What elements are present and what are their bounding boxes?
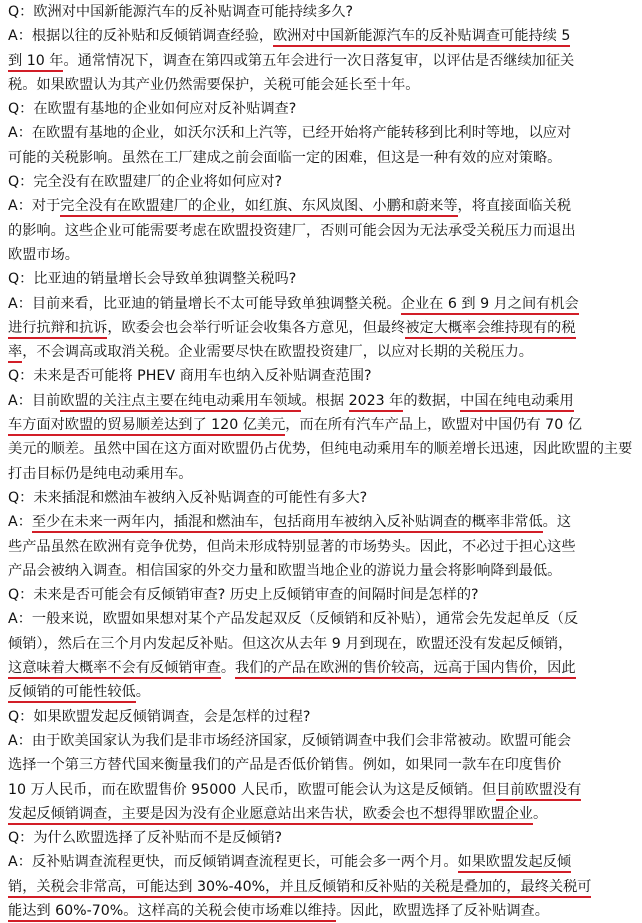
underlined-text: 反倾销的可能性较低	[8, 684, 136, 703]
text-segment: 10 万人民币，而在欧盟售价 95000 人民币，欧盟可能会认为这是反倾销。但	[8, 781, 497, 798]
text-segment: 。	[220, 660, 236, 677]
underlined-text: 进行抗辩和抗诉	[8, 320, 107, 339]
text-line	[8, 24, 634, 48]
text-line	[8, 340, 634, 364]
text-segment: 美元的顺差。虽然中国在这方面对欧盟仍占优势，但纯电动乘用车的顺差增长迅速，因此欧盟的主要	[8, 441, 633, 458]
text-segment: 。因此，欧盟选择了反补贴调查。	[336, 902, 549, 919]
underlined-text: 至少在未来一两年内，插混和燃油车，包括商用车被纳入反补贴调查的概率非常低	[32, 514, 543, 533]
underlined-text: 企业在 6 到 9 月之间有机会	[401, 296, 579, 315]
text-segment: Q：未来是否可能将 PHEV 商用车也纳入反补贴调查范围?	[8, 368, 372, 385]
text-line	[8, 583, 634, 607]
underlined-text: 中国在纯电动乘用	[460, 393, 574, 412]
underlined-text: 到 10 年	[8, 53, 63, 72]
underlined-text: 欧盟的关注点主要在纯电动乘用车领域	[60, 393, 301, 412]
text-segment: ，欧委会也会举行听证会收集各方意见，但最终	[107, 319, 406, 336]
text-line	[8, 875, 634, 899]
text-line	[8, 73, 634, 97]
text-segment: 。通常情况下，调查在第四或第五年会进行一次日落复审，以评估是否继续加征关	[63, 52, 575, 69]
text-segment: 。这	[542, 514, 572, 531]
text-line	[8, 267, 634, 291]
text-line	[8, 292, 634, 316]
text-segment: A：一般来说，欧盟如果想对某个产品发起双反（反倾销和反补贴），通常会先发起单反（反	[8, 611, 579, 628]
underlined-text: 被定大概率会维持现有的税	[405, 320, 575, 339]
text-segment: 些产品虽然在欧洲有竞争优势，但尚未形成特别显著的市场势头。因此，不必过于担心这些	[8, 538, 576, 555]
text-line	[8, 0, 634, 24]
underlined-text: 目前欧盟没有	[496, 782, 581, 801]
text-segment: Q：未来插混和燃油车被纳入反补贴调查的可能性有多大?	[8, 489, 368, 506]
text-line	[8, 729, 634, 753]
underlined-text: 车方面对欧盟的贸易顺差达到了 120 亿美元	[8, 417, 285, 436]
text-line	[8, 146, 634, 170]
text-segment: ，将直接面临关税	[457, 198, 572, 215]
text-segment: 选择一个第三方替代国来衡量我们的产品是否低价销售。例如，如果同一款车在印度售价	[8, 757, 562, 774]
underlined-text: 能达到 60%-70%。这样高的关税会使市场难以维持	[8, 903, 336, 922]
text-line	[8, 97, 634, 121]
text-segment: Q：未来是否可能会有反倾销审查? 历史上反倾销审查的间隔时间是怎样的?	[8, 587, 479, 604]
text-segment: Q：欧洲对中国新能源汽车的反补贴调查可能持续多久?	[8, 4, 354, 20]
text-line	[8, 753, 634, 777]
text-line	[8, 778, 634, 802]
text-segment: 的影响。这些企业可能需要考虑在欧盟投资建厂，否则可能会因为无法承受关税压力而退出	[8, 222, 576, 239]
text-line	[8, 389, 634, 413]
underlined-text: 2023 年	[349, 393, 404, 412]
text-segment: Q：比亚迪的销量增长会导致单独调整关税吗?	[8, 271, 297, 288]
text-segment: Q：完全没有在欧盟建厂的企业将如何应对?	[8, 174, 283, 191]
text-segment: 产品会被纳入调查。相信国家的外交力量和欧盟当地企业的游说力量会将影响降到最低。	[8, 562, 562, 579]
text-line	[8, 705, 634, 729]
underlined-text: 发起反倾销调查，主要是因为没有企业愿意站出来告状，欧委会也不想得罪欧盟企业	[8, 806, 533, 825]
text-segment: 倾销），然后在三个月内发起反补贴。但这次从去年 9 月到现在，欧盟还没有发起反倾销，	[8, 635, 573, 652]
text-line	[8, 607, 634, 631]
text-line	[8, 437, 634, 461]
text-line	[8, 243, 634, 267]
text-line	[8, 850, 634, 874]
text-line	[8, 316, 634, 340]
text-segment: 欧盟市场。	[8, 246, 79, 263]
text-line	[8, 632, 634, 656]
text-line	[8, 486, 634, 510]
text-line	[8, 656, 634, 680]
text-line	[8, 559, 634, 583]
underlined-text: 率	[8, 344, 22, 363]
text-line	[8, 535, 634, 559]
text-segment: A：根据以往的反补贴和反倾销调查经验，	[8, 28, 274, 45]
underlined-text: 完全没有在欧盟建厂的企业，如红旗、东风岚图、小鹏和蔚来等	[60, 198, 457, 217]
text-segment: 打击目标仍是纯电动乘用车。	[8, 465, 193, 482]
text-line	[8, 510, 634, 534]
text-segment: A：在欧盟有基地的企业，如沃尔沃和上汽等，已经开始将产能转移到比利时等地，以应对	[8, 125, 572, 142]
underlined-text: 我们的产品在欧洲的售价较高，远高于国内售价，因此	[235, 660, 576, 679]
text-line	[8, 121, 634, 145]
text-line	[8, 170, 634, 194]
text-segment: 税。如果欧盟认为其产业仍然需要保护，关税可能会延长至十年。	[8, 76, 420, 93]
text-segment: A：目前来看，比亚迪的销量增长不太可能导致单独调整关税。	[8, 295, 401, 312]
text-segment: 。	[135, 684, 150, 701]
text-line	[8, 364, 634, 388]
text-segment: 。	[532, 805, 548, 822]
text-segment: A：反补贴调查流程更快，而反倾销调查流程更长，可能会多一两个月。	[8, 854, 458, 871]
text-line	[8, 802, 634, 826]
text-segment: Q：如果欧盟发起反倾销调查，会是怎样的过程?	[8, 708, 311, 725]
underlined-text: 销，关税会非常高，可能达到 30%-40%，并且反倾销和反补贴的关税是叠加的，最终关税可	[8, 879, 591, 898]
text-segment: A：由于欧美国家认为我们是非市场经济国家，反倾销调查中我们会非常被动。欧盟可能会	[8, 732, 572, 749]
text-segment: A：对于	[8, 198, 61, 215]
text-line	[8, 194, 634, 218]
text-line	[8, 680, 634, 704]
underlined-text: 这意味着大概率不会有反倾销审查	[8, 660, 221, 679]
text-segment: ，不会调高或取消关税。企业需要尽快在欧盟投资建厂，以应对长期的关税压力。	[22, 344, 533, 361]
text-line	[8, 899, 634, 923]
text-line	[8, 826, 634, 850]
underlined-text: 欧洲对中国新能源汽车的反补贴调查可能持续 5	[273, 28, 570, 47]
text-line	[8, 49, 634, 73]
text-segment: A：目前	[8, 392, 61, 409]
text-segment: ，而在所有汽车产品上，欧盟对中国仍有 70 亿	[285, 417, 582, 434]
text-segment: Q：为什么欧盟选择了反补贴而不是反倾销?	[8, 830, 283, 847]
text-segment: Q：在欧盟有基地的企业如何应对反补贴调查?	[8, 101, 297, 118]
text-segment: A：	[8, 514, 32, 531]
underlined-text: 如果欧盟发起反倾	[458, 854, 572, 873]
text-segment: 可能的关税影响。虽然在工厂建成之前会面临一定的困难，但这是一种有效的应对策略。	[8, 149, 562, 166]
text-line	[8, 462, 634, 486]
text-segment: 。根据	[301, 392, 349, 409]
text-line	[8, 219, 634, 243]
text-line	[8, 413, 634, 437]
text-segment: 的数据，	[403, 392, 461, 409]
